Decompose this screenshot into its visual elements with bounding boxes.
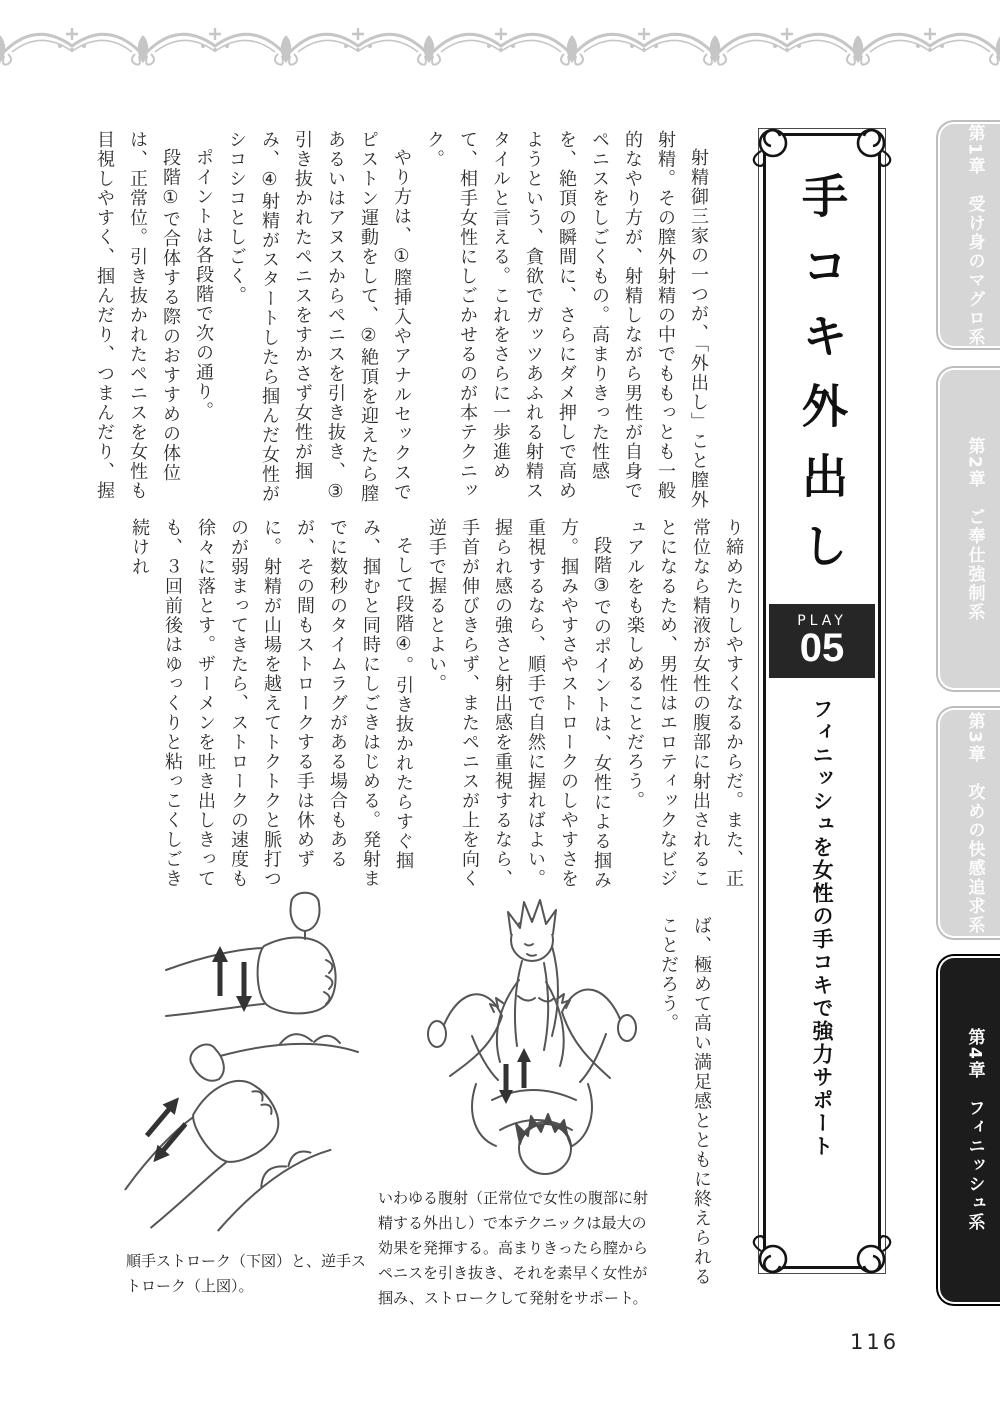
body-text-band-2 xyxy=(105,518,750,906)
frame-ornament-top-icon xyxy=(747,119,897,171)
chapter-tab-3-label: 第3章 攻めの快感追求系 xyxy=(964,711,985,935)
main-illustration-caption: いわゆる腹射（正常位で女性の腹部に射精する外出し）で本テクニックは最大の効果を発揮する。高まりきったら膣からペニスを引き抜き、それを素早く女性が掴み、ストロークして発射をサポート。 xyxy=(378,1189,649,1307)
play-number: 05 xyxy=(799,626,845,670)
chapter-tab-4-label: 第4章 フィニッシュ系 xyxy=(964,1028,985,1232)
underhand-stroke-illustration xyxy=(104,1032,336,1248)
paragraph-3: ポイントは各段階で次の通り。 xyxy=(193,148,214,421)
paragraph-2: やり方は、①膣挿入やアナルセックスでピストン運動をして、②絶頂を迎えたら膣あるいはアヌスからペニスを引き抜き、③引き抜かれたペニスをすかさず女性が掴み、④射精がスタートしたら掴んだ女性がシコシコとしごく。 xyxy=(226,130,412,504)
stroke-arrows-icon xyxy=(212,946,252,1012)
paragraph-5: 段階③でのポイントは、女性による掴み方。掴みやすさやストロークのしやすさを重視するなら、順手で自然に握ればよい。握られ感の強さと射出感を重視するなら、手首が伸びきらず、またペニスが上を向く逆手で握るとよい。 xyxy=(426,518,612,890)
title-frame-inner xyxy=(763,133,881,1269)
chapter-tab-1 xyxy=(938,122,1000,348)
lace-border-icon xyxy=(0,18,1000,66)
play-label: PLAY xyxy=(797,613,847,629)
frame-ornament-bottom-icon xyxy=(747,1231,897,1283)
chapter-tab-3 xyxy=(938,708,1000,938)
body-text-band-1 xyxy=(94,130,715,518)
chapter-tab-1-label: 第1章 受け身のマグロ系 xyxy=(964,123,985,347)
paragraph-1: 射精御三家の一つが、「外出し」こと膣外射精。その膣外射精の中でももっとも一般的なやり方が、射精しながら男性が自身でペニスをしごくもの。高まりきった性感を、絶頂の瞬間に、さらにダメ押しで高めようという、貪欲でガッツあふれる射精スタイルと言える。これをさらに一歩進めて、相手女性にしごかせるのが本テクニック。 xyxy=(424,130,709,510)
stroke-arrows-icon xyxy=(130,1092,202,1167)
play-number-badge xyxy=(769,604,875,678)
paragraph-4-continued: り締めたりしやすくなるからだ。また、正常位なら精液が女性の腹部に射出されることになるため、男性はエロティックなビジュアルをも楽しめることだろう。 xyxy=(624,518,744,889)
page-subtitle: フィニッシュを女性の手コキで強力サポート xyxy=(810,698,834,1158)
chapter-tab-4-active xyxy=(938,956,1000,1304)
paragraph-6: そして段階④。引き抜かれたらすぐ掴み、掴むと同時にしごきはじめる。発射までに数秒のタイムラグがある場合もあるが、その間もストロークする手は休めずに。射精が山場を越えてトクトクと脈打つのが弱まってきたら、ストロークの速度も徐々に落とす。ザーメンを吐き出しきっても、３回前後はゆっくりと粘っこくしごき続けれ xyxy=(129,518,414,889)
paragraph-4: 段階①で合体する際のおすすめの体位は、正常位。引き抜かれたペニスを女性も目視しやすく、掴んだり、つまんだり、握 xyxy=(94,130,181,501)
stroke-illustration-caption: 順手ストローク（下図）と、逆手ストローク（上図）。 xyxy=(126,1252,367,1295)
stroke-arrows-icon xyxy=(499,1048,531,1104)
couple-position-illustration xyxy=(380,884,666,1184)
chapter-tab-2 xyxy=(938,368,1000,690)
paragraph-6-continued: ば、極めて高い満足感とともに終えられることだろう。 xyxy=(658,916,712,1287)
title-frame xyxy=(758,128,886,1274)
page-title: 手コキ外出し xyxy=(795,172,849,592)
chapter-tab-2-label: 第2章 ご奉仕強制系 xyxy=(964,436,985,622)
page-number: 116 xyxy=(850,1330,900,1354)
